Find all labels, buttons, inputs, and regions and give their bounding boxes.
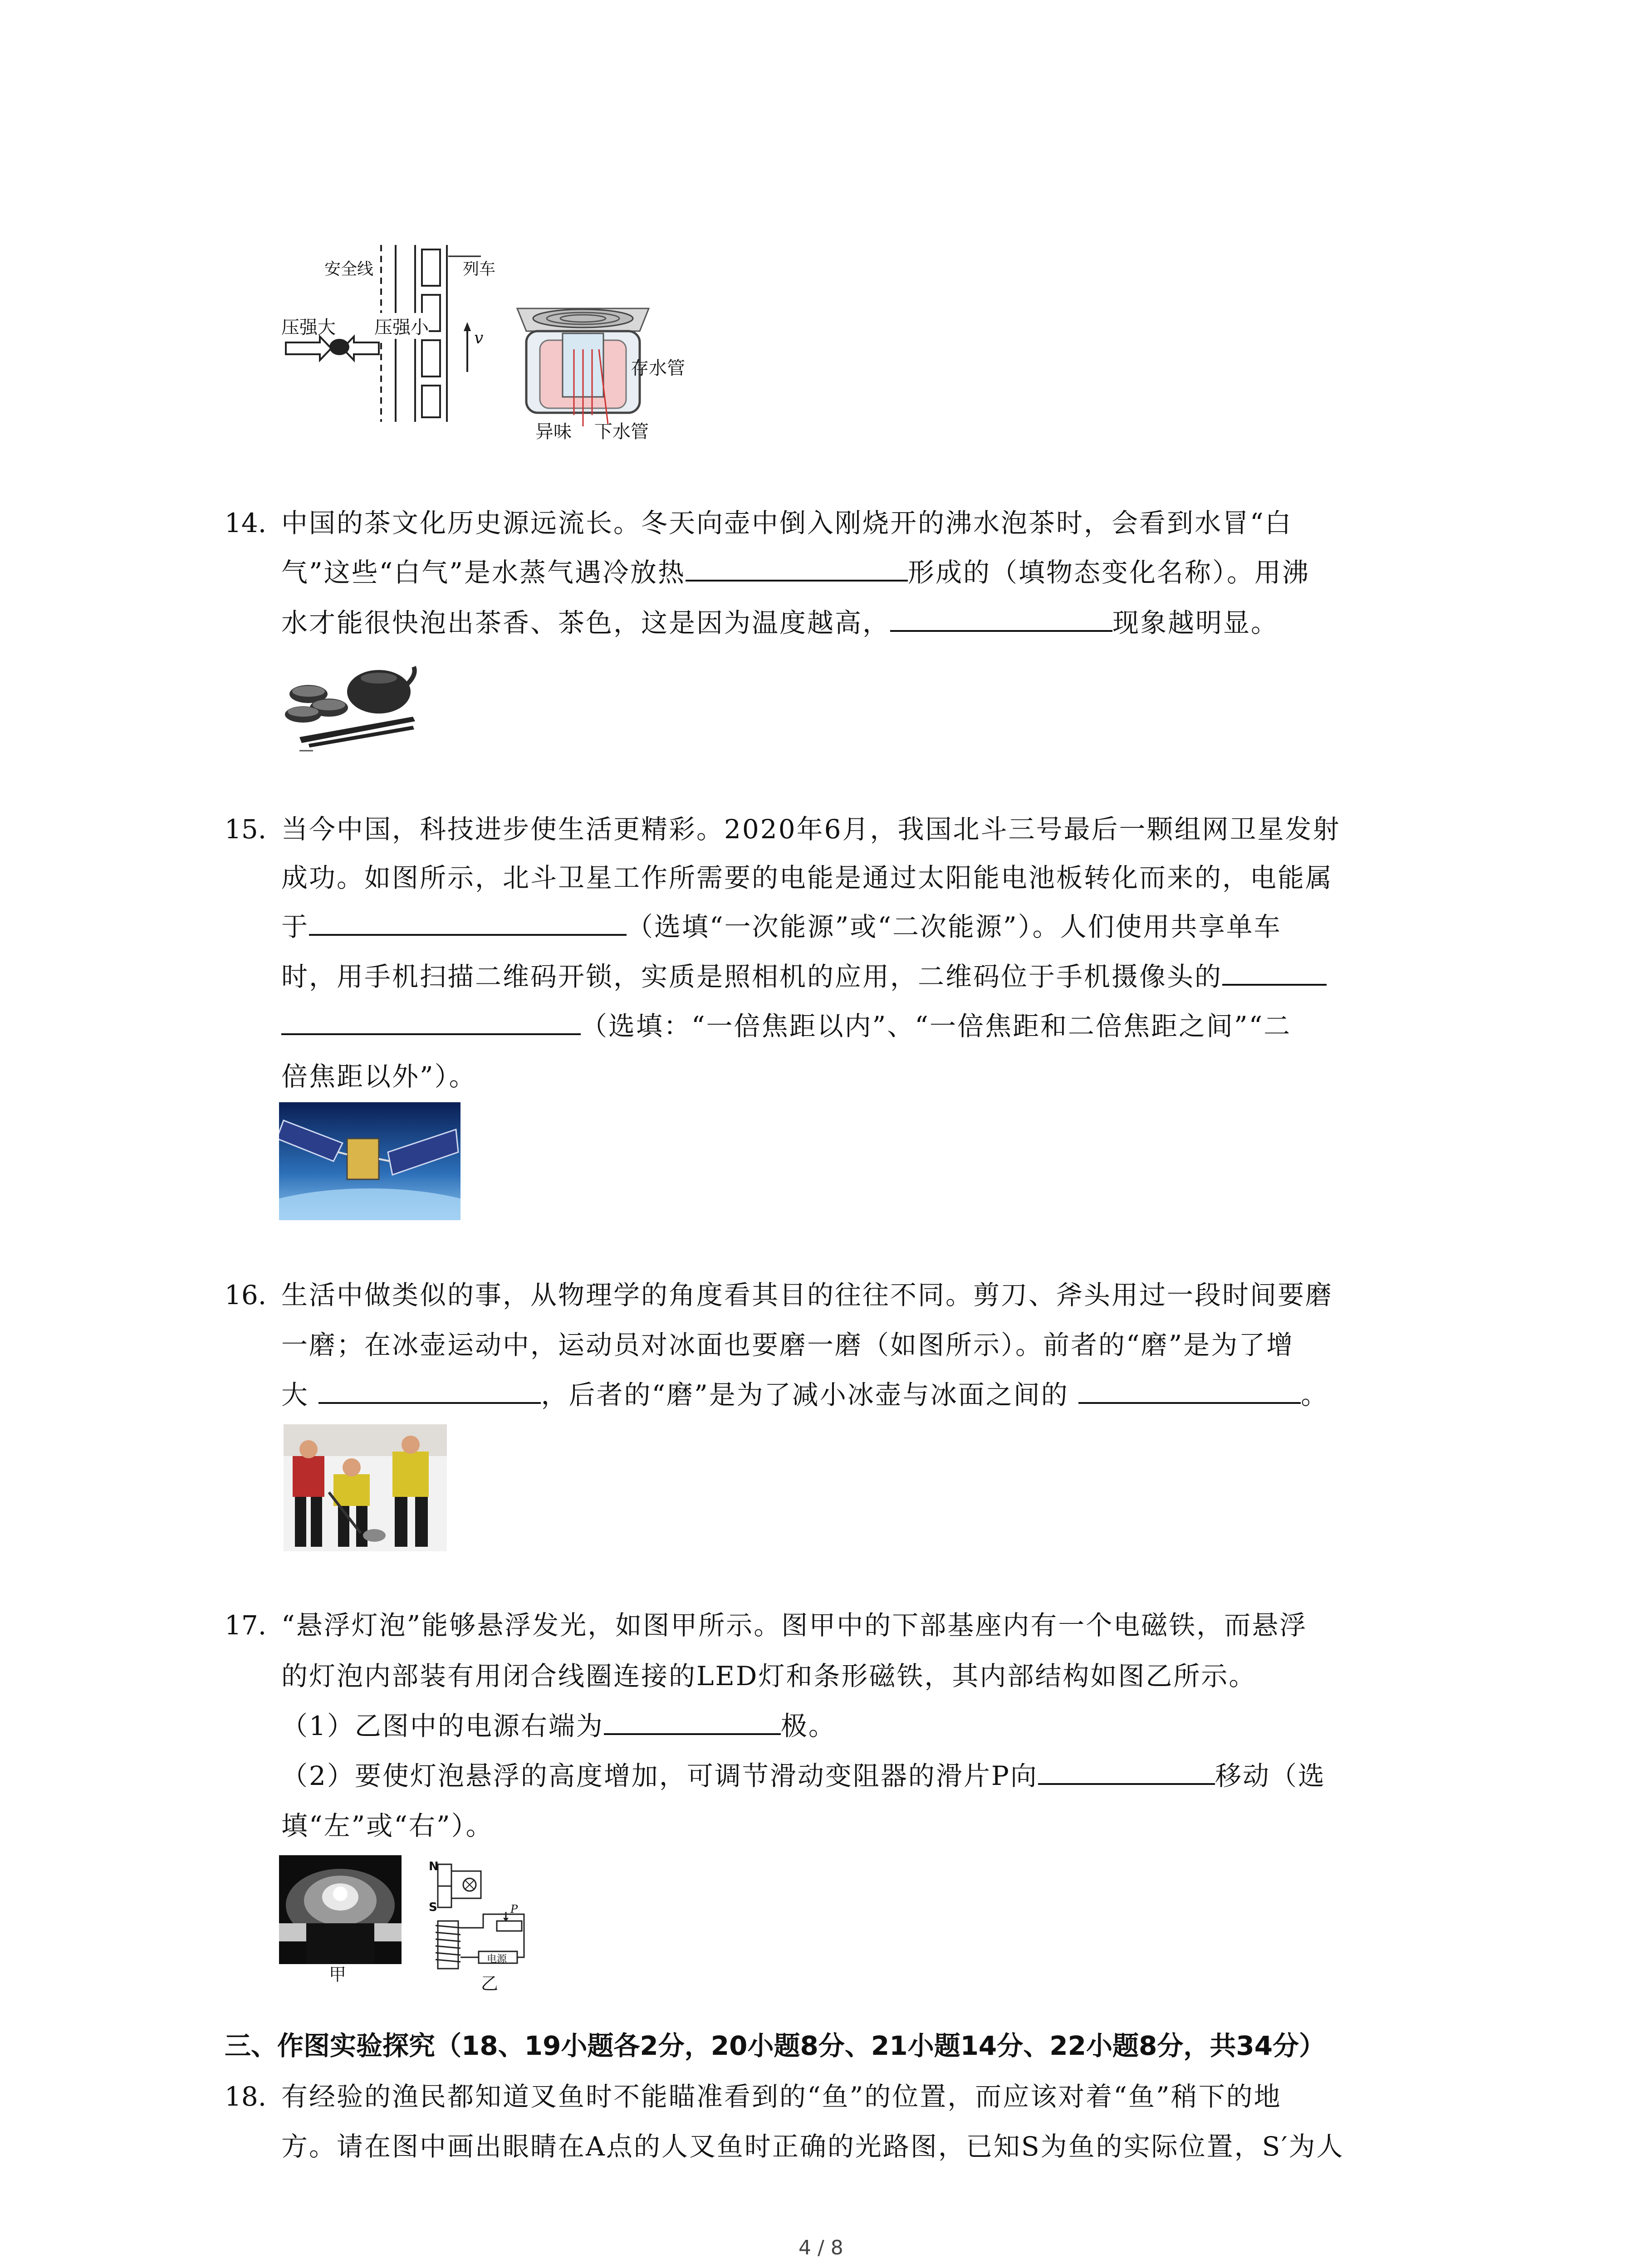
q18-line-2: 方。请在图中画出眼睛在A点的人叉鱼时正确的光路图，已知S为鱼的实际位置，S′为人 [281,2131,1344,2162]
q15-line-4 [281,958,1327,995]
label-pressure-high: 压强大 [281,317,336,338]
label-storage-pipe: 存水管 [631,358,685,379]
q15-text: 时，用手机扫描二维码开锁，实质是照相机的应用，二维码位于手机摄像头的 [281,961,1223,992]
label-velocity: v [474,329,484,347]
q15-line-1: 当今中国，科技进步使生活更精彩。2020年6月，我国北斗三号最后一颗组网卫星发射 [281,814,1341,845]
q17-line-1: “悬浮灯泡”能够悬浮发光，如图甲所示。图甲中的下部基座内有一个电磁铁，而悬浮 [281,1610,1308,1641]
q15-line-6: 倍焦距以外”）。 [281,1061,477,1092]
section-title: 三、作图实验探究（18、19小题各2分，20小题8分、21小题14分、22小题8分，共34分） [225,2030,1326,2061]
q17-sub-2 [281,1758,1326,1794]
label-odor: 异味 [535,421,572,442]
q14-line-3 [281,605,1279,641]
floating-bulb-photo [279,1855,402,1984]
q16-line-3 [281,1377,1328,1413]
q17-text: 移动（选 [1215,1760,1326,1791]
q16-line-1: 生活中做类似的事，从物理学的角度看其目的往往不同。剪刀、斧头用过一段时间要磨 [281,1280,1333,1310]
q14-line-2 [281,554,1310,591]
label-drain-pipe: 下水管 [594,421,649,442]
question-number: 16. [225,1280,267,1310]
circuit-diagram [429,1855,547,1994]
label-pressure-low: 压强小 [374,313,429,339]
q14-text: 水才能很快泡出茶香、茶色，这是因为温度越高， [281,607,891,638]
label-p: P [510,1903,518,1916]
label-n: N [429,1860,439,1873]
q15-line-5 [281,1008,1291,1044]
q17-text: 极。 [780,1711,836,1741]
q14-line-1: 中国的茶文化历史源远流长。冬天向壶中倒入刚烧开的沸水泡茶时，会看到水冒“白 [281,508,1293,538]
question-number: 15. [225,814,267,845]
q17-sub-2-cont: 填“左”或“右”）。 [281,1810,494,1841]
question-number: 14. [225,508,267,538]
q14-text: 现象越明显。 [1112,607,1279,638]
label-power: 电源 [487,1954,507,1965]
q16-text: 大 [281,1379,309,1410]
answer-blank[interactable] [281,1008,581,1035]
q14-text: 气”这些“白气”是水蒸气遇冷放热 [281,557,686,588]
answer-blank[interactable] [318,1377,541,1404]
q17-sub-1 [281,1708,836,1744]
q15-line-2: 成功。如图所示，北斗卫星工作所需要的电能是通过太阳能电池板转化而来的，电能属 [281,862,1333,893]
answer-blank[interactable] [309,909,627,936]
q16-text: 。 [1301,1379,1329,1410]
figure-label-jia: 甲 [329,1965,347,1984]
answer-blank[interactable] [686,554,908,582]
answer-blank[interactable] [604,1708,781,1735]
question-number: 17. [225,1610,267,1641]
answer-blank[interactable] [1038,1758,1215,1785]
question-number: 18. [225,2081,267,2112]
q15-text: 于 [281,911,309,942]
answer-blank[interactable] [1078,1377,1301,1404]
curling-photo [284,1424,447,1551]
answer-blank[interactable] [1222,958,1327,986]
q15-line-3 [281,909,1282,945]
q16-text: ，后者的“磨”是为了减小冰壶与冰面之间的 [541,1379,1069,1410]
q14-text: 形成的（填物态变化名称）。用沸 [907,557,1310,588]
q15-text: （选填“一次能源”或“二次能源”）。人们使用共享单车 [627,911,1282,942]
q17-text: （1）乙图中的电源右端为 [281,1711,604,1741]
answer-blank[interactable] [890,605,1112,632]
q17-text: （2）要使灯泡悬浮的高度增加，可调节滑动变阻器的滑片P向 [281,1760,1038,1791]
q16-line-2: 一磨；在冰壶运动中，运动员对冰面也要磨一磨（如图所示）。前者的“磨”是为了增 [281,1330,1294,1360]
page-number: 4 / 8 [798,2236,843,2259]
label-safety-line: 安全线 [324,260,374,279]
tea-set-image [281,658,417,758]
label-s: S [429,1901,437,1914]
satellite-image [279,1102,460,1220]
drain-trap-diagram [508,290,721,445]
q18-line-1: 有经验的渔民都知道叉鱼时不能瞄准看到的“鱼”的位置，而应该对着“鱼”稍下的地 [281,2081,1282,2112]
label-train: 列车 [463,260,496,279]
q17-line-2: 的灯泡内部装有用闭合线圈连接的LED灯和条形磁铁，其内部结构如图乙所示。 [281,1661,1257,1691]
figure-label-yi: 乙 [481,1974,499,1994]
q15-text: （选填：“一倍焦距以内”、“一倍焦距和二倍焦距之间”“二 [581,1011,1292,1041]
pressure-train-diagram [281,236,517,426]
